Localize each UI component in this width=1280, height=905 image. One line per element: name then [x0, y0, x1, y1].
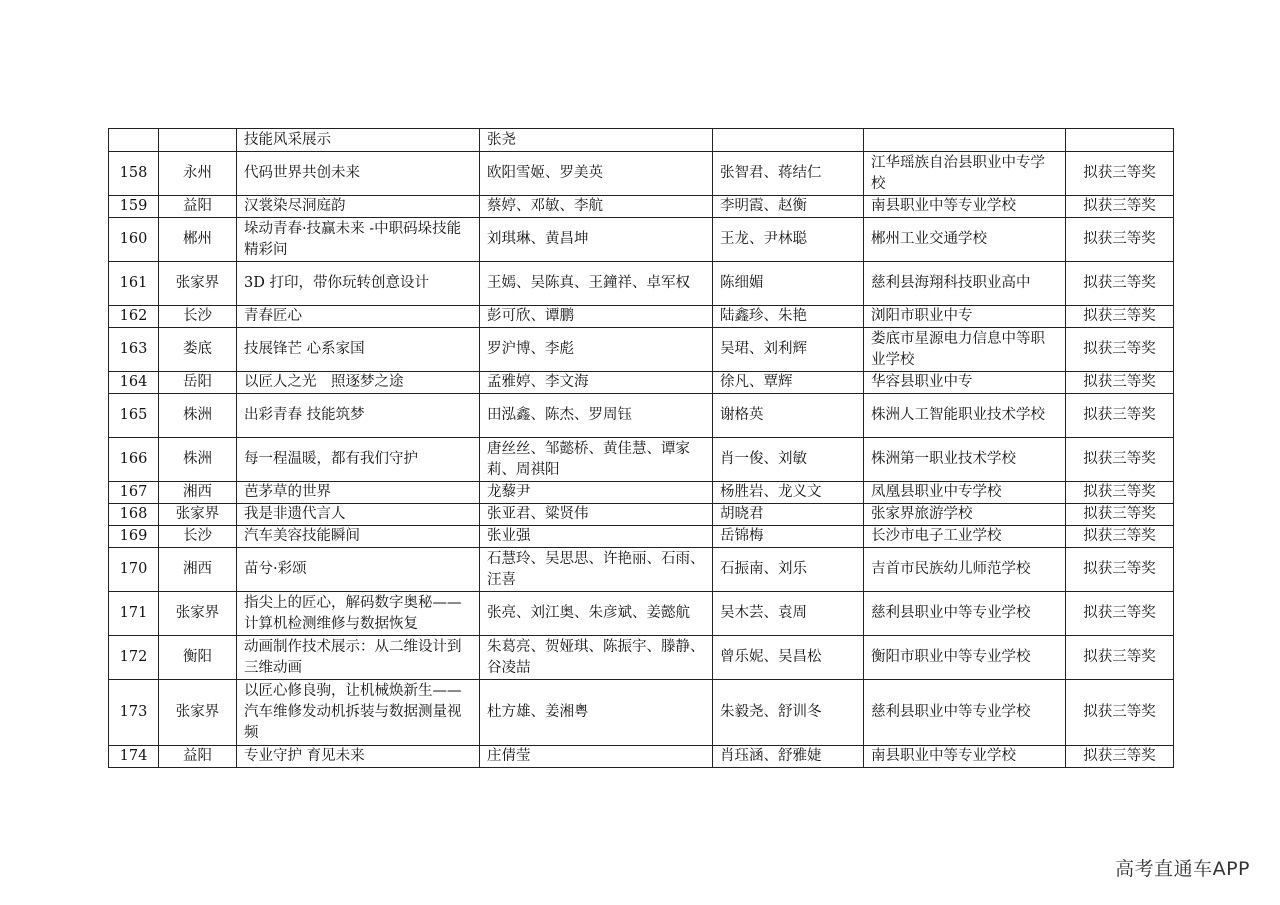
table-row — [109, 636, 1174, 680]
cell-school: 浏阳市职业中专 — [864, 306, 1066, 328]
cell-project-title: 出彩青春 技能筑梦 — [237, 394, 480, 438]
cell-students: 石慧玲、吴思思、许艳丽、石雨、汪喜 — [480, 548, 713, 592]
table-row — [109, 526, 1174, 548]
cell-students: 孟雅婷、李文海 — [480, 372, 713, 394]
cell-award: 拟获三等奖 — [1066, 746, 1174, 768]
cell-school: 衡阳市职业中等专业学校 — [864, 636, 1066, 680]
cell-students: 刘琪琳、黄昌坤 — [480, 218, 713, 262]
cell-number: 173 — [109, 680, 159, 746]
cell-students: 王嫣、吴陈真、王鐘祥、卓军权 — [480, 262, 713, 306]
cell-teachers: 肖珏涵、舒雅婕 — [713, 746, 864, 768]
cell-city: 益阳 — [159, 196, 237, 218]
cell-teachers: 杨胜岩、龙义文 — [713, 482, 864, 504]
table-row — [109, 328, 1174, 372]
cell-project-title: 我是非遗代言人 — [237, 504, 480, 526]
table-row — [109, 129, 1174, 152]
table-row — [109, 218, 1174, 262]
table-row — [109, 482, 1174, 504]
cell-city: 株洲 — [159, 394, 237, 438]
cell-teachers: 吴珺、刘利辉 — [713, 328, 864, 372]
cell-students: 唐丝丝、邹懿桥、黄佳慧、谭家莉、周祺阳 — [480, 438, 713, 482]
cell-project-title: 青春匠心 — [237, 306, 480, 328]
cell-number: 172 — [109, 636, 159, 680]
table-row — [109, 592, 1174, 636]
cell-project-title: 技能风采展示 — [237, 129, 480, 152]
cell-school: 南县职业中等专业学校 — [864, 196, 1066, 218]
cell-teachers: 胡晓君 — [713, 504, 864, 526]
cell-school: 张家界旅游学校 — [864, 504, 1066, 526]
cell-students: 蔡婷、邓敏、李航 — [480, 196, 713, 218]
cell-project-title: 汽车美容技能瞬间 — [237, 526, 480, 548]
cell-students: 欧阳雪姬、罗美英 — [480, 152, 713, 196]
cell-award: 拟获三等奖 — [1066, 372, 1174, 394]
cell-teachers: 曾乐妮、吴昌松 — [713, 636, 864, 680]
cell-school: 株洲人工智能职业技术学校 — [864, 394, 1066, 438]
cell-award: 拟获三等奖 — [1066, 526, 1174, 548]
cell-students: 罗沪博、李彪 — [480, 328, 713, 372]
cell-students: 张亚君、粱贤伟 — [480, 504, 713, 526]
table-row — [109, 746, 1174, 768]
cell-school: 株洲第一职业技术学校 — [864, 438, 1066, 482]
table-row — [109, 504, 1174, 526]
cell-award: 拟获三等奖 — [1066, 592, 1174, 636]
cell-city — [159, 129, 237, 152]
cell-teachers — [713, 129, 864, 152]
table-row — [109, 306, 1174, 328]
cell-school: 慈利县职业中等专业学校 — [864, 592, 1066, 636]
cell-project-title: 技展锋芒 心系家国 — [237, 328, 480, 372]
cell-number: 169 — [109, 526, 159, 548]
table-row — [109, 680, 1174, 746]
cell-school: 吉首市民族幼儿师范学校 — [864, 548, 1066, 592]
cell-teachers: 张智君、蒋结仁 — [713, 152, 864, 196]
cell-project-title: 汉裳染尽洞庭韵 — [237, 196, 480, 218]
cell-award: 拟获三等奖 — [1066, 548, 1174, 592]
cell-city: 张家界 — [159, 504, 237, 526]
cell-students: 朱葛亮、贺娅琪、陈振宇、滕静、谷凌喆 — [480, 636, 713, 680]
table-row — [109, 394, 1174, 438]
table-row — [109, 438, 1174, 482]
cell-project-title: 动画制作技术展示：从二维设计到三维动画 — [237, 636, 480, 680]
cell-school: 江华瑶族自治县职业中专学校 — [864, 152, 1066, 196]
cell-award: 拟获三等奖 — [1066, 504, 1174, 526]
cell-project-title: 以匠心修良驹，让机械焕新生——汽车维修发动机拆装与数据测量视频 — [237, 680, 480, 746]
cell-number: 167 — [109, 482, 159, 504]
cell-teachers: 陈细媚 — [713, 262, 864, 306]
cell-award: 拟获三等奖 — [1066, 394, 1174, 438]
cell-project-title: 以匠人之光 照逐梦之途 — [237, 372, 480, 394]
cell-project-title: 芭茅草的世界 — [237, 482, 480, 504]
cell-city: 长沙 — [159, 306, 237, 328]
cell-city: 张家界 — [159, 680, 237, 746]
table-row — [109, 372, 1174, 394]
cell-award: 拟获三等奖 — [1066, 152, 1174, 196]
cell-project-title: 指尖上的匠心，解码数字奥秘——计算机检测维修与数据恢复 — [237, 592, 480, 636]
table-body — [109, 129, 1174, 768]
cell-city: 张家界 — [159, 262, 237, 306]
cell-city: 衡阳 — [159, 636, 237, 680]
cell-award: 拟获三等奖 — [1066, 196, 1174, 218]
cell-school: 华容县职业中专 — [864, 372, 1066, 394]
cell-number: 171 — [109, 592, 159, 636]
cell-project-title: 苗兮·彩颂 — [237, 548, 480, 592]
cell-award: 拟获三等奖 — [1066, 482, 1174, 504]
cell-teachers: 王龙、尹林聪 — [713, 218, 864, 262]
cell-school: 慈利县职业中等专业学校 — [864, 680, 1066, 746]
cell-teachers: 陆鑫珍、朱艳 — [713, 306, 864, 328]
award-list-table — [108, 128, 1174, 768]
cell-award: 拟获三等奖 — [1066, 328, 1174, 372]
cell-school: 郴州工业交通学校 — [864, 218, 1066, 262]
cell-award: 拟获三等奖 — [1066, 438, 1174, 482]
cell-city: 益阳 — [159, 746, 237, 768]
cell-city: 永州 — [159, 152, 237, 196]
cell-school: 南县职业中等专业学校 — [864, 746, 1066, 768]
cell-teachers: 肖一俊、刘敏 — [713, 438, 864, 482]
cell-city: 张家界 — [159, 592, 237, 636]
cell-city: 长沙 — [159, 526, 237, 548]
cell-students: 张亮、刘江奥、朱彦斌、姜懿航 — [480, 592, 713, 636]
cell-project-title: 代码世界共创未来 — [237, 152, 480, 196]
cell-city: 湘西 — [159, 548, 237, 592]
cell-number: 161 — [109, 262, 159, 306]
cell-teachers: 岳锦梅 — [713, 526, 864, 548]
cell-award: 拟获三等奖 — [1066, 680, 1174, 746]
cell-number: 165 — [109, 394, 159, 438]
cell-project-title: 3D 打印，带你玩转创意设计 — [237, 262, 480, 306]
cell-school — [864, 129, 1066, 152]
cell-number: 170 — [109, 548, 159, 592]
cell-teachers: 石振南、刘乐 — [713, 548, 864, 592]
cell-city: 湘西 — [159, 482, 237, 504]
cell-students: 张尧 — [480, 129, 713, 152]
cell-school: 长沙市电子工业学校 — [864, 526, 1066, 548]
table-row — [109, 196, 1174, 218]
cell-number: 164 — [109, 372, 159, 394]
cell-city: 郴州 — [159, 218, 237, 262]
cell-teachers: 徐凡、覃辉 — [713, 372, 864, 394]
cell-students: 彭可欣、谭鹏 — [480, 306, 713, 328]
watermark-text: 高考直通车APP — [1115, 858, 1250, 880]
cell-project-title: 垛动青春·技赢未来 -中职码垛技能精彩问 — [237, 218, 480, 262]
cell-number: 174 — [109, 746, 159, 768]
cell-award: 拟获三等奖 — [1066, 218, 1174, 262]
cell-project-title: 每一程温暖，都有我们守护 — [237, 438, 480, 482]
cell-number: 159 — [109, 196, 159, 218]
cell-students: 张业强 — [480, 526, 713, 548]
cell-teachers: 李明霞、赵衡 — [713, 196, 864, 218]
cell-award — [1066, 129, 1174, 152]
table-row — [109, 152, 1174, 196]
cell-students: 庄倩莹 — [480, 746, 713, 768]
cell-city: 岳阳 — [159, 372, 237, 394]
cell-school: 娄底市星源电力信息中等职业学校 — [864, 328, 1066, 372]
cell-number: 160 — [109, 218, 159, 262]
cell-project-title: 专业守护 育见未来 — [237, 746, 480, 768]
table-row — [109, 262, 1174, 306]
cell-number: 162 — [109, 306, 159, 328]
cell-teachers: 朱毅尧、舒训冬 — [713, 680, 864, 746]
cell-students: 杜方雄、姜湘粤 — [480, 680, 713, 746]
cell-number: 163 — [109, 328, 159, 372]
cell-number: 158 — [109, 152, 159, 196]
cell-teachers: 谢格英 — [713, 394, 864, 438]
cell-students: 龙藜尹 — [480, 482, 713, 504]
cell-number: 166 — [109, 438, 159, 482]
cell-number: 168 — [109, 504, 159, 526]
cell-students: 田泓鑫、陈杰、罗周钰 — [480, 394, 713, 438]
cell-teachers: 吴木芸、袁周 — [713, 592, 864, 636]
cell-award: 拟获三等奖 — [1066, 262, 1174, 306]
cell-school: 慈利县海翔科技职业高中 — [864, 262, 1066, 306]
cell-number — [109, 129, 159, 152]
table-row — [109, 548, 1174, 592]
cell-city: 株洲 — [159, 438, 237, 482]
cell-school: 凤凰县职业中专学校 — [864, 482, 1066, 504]
cell-award: 拟获三等奖 — [1066, 306, 1174, 328]
cell-city: 娄底 — [159, 328, 237, 372]
cell-award: 拟获三等奖 — [1066, 636, 1174, 680]
